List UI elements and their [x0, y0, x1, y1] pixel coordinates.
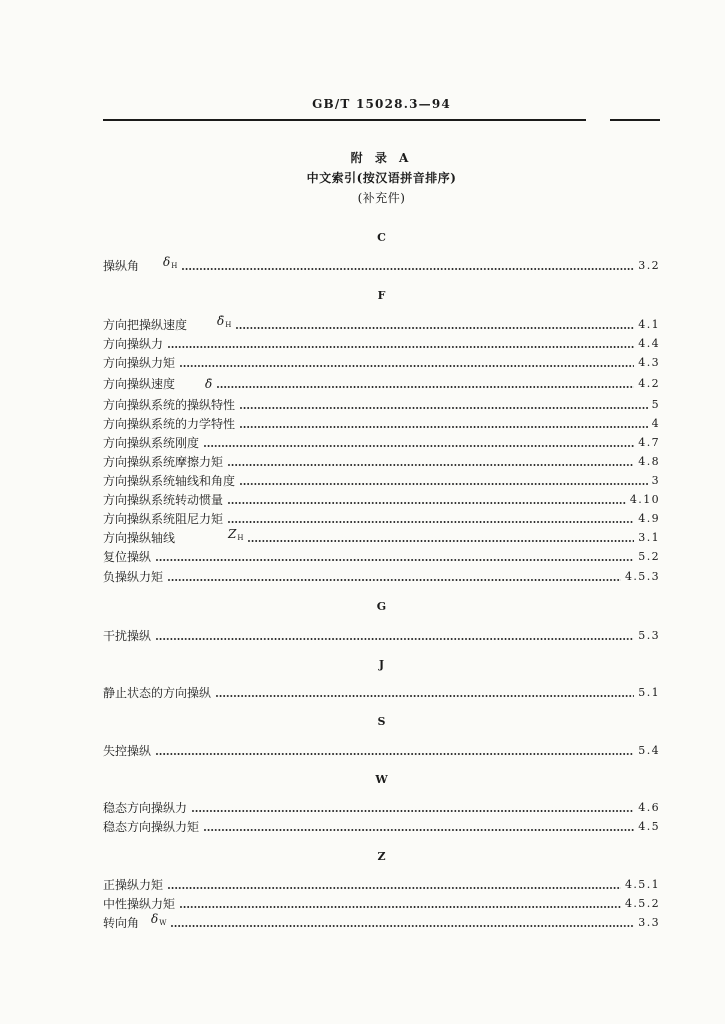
index-entry: [103, 742, 660, 760]
entry-clause-ref: 4.3: [638, 356, 660, 369]
index-entry: [103, 529, 660, 547]
index-entry: [103, 335, 660, 353]
entry-term: 方向操纵系统的力学特性: [103, 417, 236, 431]
index-entry: [103, 396, 660, 414]
dot-leader: [180, 365, 634, 367]
index-entry: [103, 876, 660, 894]
entry-symbol-subscript: H: [237, 534, 244, 542]
entry-term: 稳态方向操纵力: [103, 801, 188, 815]
dot-leader: [156, 753, 634, 755]
entry-term: 操纵角: [103, 259, 140, 273]
entry-clause-ref: 4.4: [638, 337, 660, 350]
entry-term: 方向把操纵速度: [103, 318, 188, 332]
index-entry: [103, 415, 660, 433]
index-entry: [103, 257, 660, 275]
entry-term: 负操纵力矩: [103, 570, 164, 584]
section-letter-s: S: [377, 715, 386, 728]
entry-symbol-subscript: H: [171, 262, 178, 270]
dot-leader: [171, 925, 634, 927]
entry-symbol-base: Z: [228, 527, 237, 541]
index-entry: [103, 316, 660, 334]
entry-term: 方向操纵力: [103, 337, 164, 351]
entry-term: 干扰操纵: [103, 629, 152, 643]
index-entry: [103, 818, 660, 836]
entry-clause-ref: 4.5: [638, 820, 660, 833]
index-entry: [103, 799, 660, 817]
entry-term: 方向操纵系统摩擦力矩: [103, 455, 224, 469]
dot-leader: [204, 445, 634, 447]
entry-clause-ref: 4.7: [638, 436, 660, 449]
entry-term: 方向操纵速度: [103, 377, 176, 391]
entry-term: 方向操纵系统的操纵特性: [103, 398, 236, 412]
index-entry: [103, 568, 660, 586]
entry-clause-ref: 4.9: [638, 512, 660, 525]
entry-term: 静止状态的方向操纵: [103, 686, 212, 700]
dot-leader: [156, 559, 634, 561]
section-letter-c: C: [377, 231, 386, 244]
entry-term: 方向操纵系统轴线和角度: [103, 474, 236, 488]
entry-term: 正操纵力矩: [103, 878, 164, 892]
index-entry: [103, 472, 660, 490]
index-title: 中文索引(按汉语拼音排序): [306, 171, 457, 185]
dot-leader: [204, 829, 634, 831]
entry-symbol-subscript: H: [225, 321, 232, 329]
entry-clause-ref: 3.1: [638, 531, 660, 544]
dot-leader: [216, 695, 634, 697]
dot-leader: [168, 579, 621, 581]
entry-clause-ref: 4.5.1: [625, 878, 660, 891]
entry-clause-ref: 3: [651, 474, 660, 487]
supplement-label: (补充件): [357, 191, 406, 205]
index-entry: [103, 434, 660, 452]
standard-code-header: GB/T 15028.3—94: [312, 97, 451, 111]
entry-symbol: [151, 910, 166, 932]
entry-symbol: [163, 253, 177, 275]
entry-clause-ref: 4.8: [638, 455, 660, 468]
dot-leader: [240, 407, 648, 409]
index-entry: [103, 548, 660, 566]
entry-term: 中性操纵力矩: [103, 897, 176, 911]
entry-clause-ref: 5.4: [638, 744, 660, 757]
index-entry: [103, 627, 660, 645]
section-letter-f: F: [377, 289, 386, 302]
entry-symbol: [228, 525, 243, 547]
index-entry: [103, 453, 660, 471]
entry-symbol-subscript: W: [159, 919, 167, 927]
index-entry: [103, 510, 660, 528]
entry-term: 方向操纵系统刚度: [103, 436, 200, 450]
entry-clause-ref: 5.2: [638, 550, 660, 563]
section-letter-j: J: [378, 658, 385, 671]
dot-leader: [168, 887, 621, 889]
entry-clause-ref: 4: [651, 417, 660, 430]
entry-term: 转向角: [103, 916, 140, 930]
dot-leader: [248, 540, 634, 542]
entry-clause-ref: 4.5.3: [625, 570, 660, 583]
dot-leader: [228, 502, 626, 504]
entry-clause-ref: 4.5.2: [625, 897, 660, 910]
entry-term: 方向操纵轴线: [103, 531, 176, 545]
section-letter-z: Z: [377, 850, 386, 863]
entry-term: 稳态方向操纵力矩: [103, 820, 200, 834]
dot-leader: [182, 268, 634, 270]
entry-clause-ref: 5: [651, 398, 660, 411]
index-entry: [103, 375, 660, 393]
entry-clause-ref: 3.3: [638, 916, 660, 929]
entry-symbol-base: δ̇: [217, 314, 225, 328]
appendix-title: 附 录 A: [350, 151, 413, 165]
index-entry: [103, 895, 660, 913]
entry-clause-ref: 4.2: [638, 377, 660, 390]
entry-clause-ref: 4.6: [638, 801, 660, 814]
dot-leader: [240, 426, 648, 428]
section-letter-w: W: [375, 773, 388, 786]
dot-leader: [192, 810, 634, 812]
dot-leader: [228, 521, 634, 523]
dot-leader: [180, 906, 621, 908]
entry-clause-ref: 3.2: [638, 259, 660, 272]
entry-symbol-base: δ: [163, 255, 171, 269]
dot-leader: [168, 346, 634, 348]
dot-leader: [217, 386, 634, 388]
entry-term: 方向操纵力矩: [103, 356, 176, 370]
index-entry: [103, 914, 660, 932]
entry-term: 方向操纵系统转动惯量: [103, 493, 224, 507]
entry-clause-ref: 5.3: [638, 629, 660, 642]
index-entry: [103, 684, 660, 702]
entry-clause-ref: 4.10: [629, 493, 660, 506]
entry-term: 失控操纵: [103, 744, 152, 758]
entry-term: 复位操纵: [103, 550, 152, 564]
dot-leader: [240, 483, 648, 485]
index-entry: [103, 491, 660, 509]
entry-symbol: [217, 312, 231, 334]
entry-clause-ref: 4.1: [638, 318, 660, 331]
entry-term: 方向操纵系统阻尼力矩: [103, 512, 224, 526]
entry-symbol: [205, 375, 212, 393]
section-letter-g: G: [376, 600, 387, 613]
entry-symbol-base: δ: [151, 912, 159, 926]
entry-clause-ref: 5.1: [638, 686, 660, 699]
dot-leader: [156, 638, 634, 640]
dot-leader: [228, 464, 634, 466]
index-entry: [103, 354, 660, 372]
dot-leader: [236, 327, 634, 329]
entry-symbol-base: δ̇: [205, 377, 213, 391]
